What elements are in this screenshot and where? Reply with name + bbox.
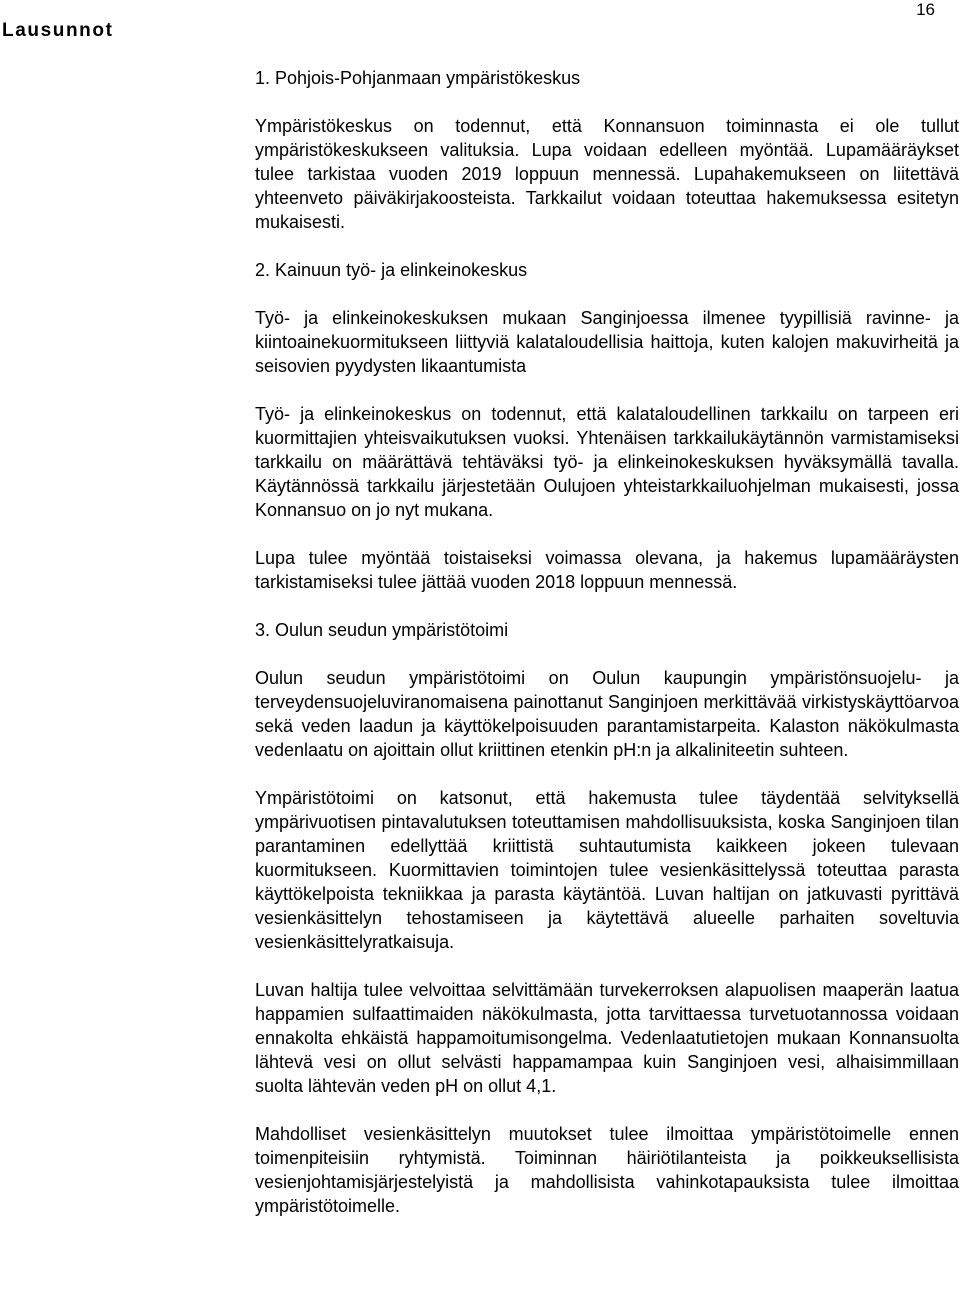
section-heading-3: 3. Oulun seudun ympäristötoimi	[255, 620, 509, 640]
section-label: Lausunnot	[2, 20, 114, 41]
paragraph-3-2: Ympäristötoimi on katsonut, että hakemusta tulee täydentää selvityksellä ympärivuotisen pintavalutuksen toteuttamisen mahdollisuuksista, koska Sanginjoen tilan parantaminen edellyttää kriittistä suhtautumista kaikkeen jokeen tulevaan kuormitukseen. Kuormittavien toimintojen tulee vesienkäsittelyssä toteuttaa parasta käyttökelpoista tekniikkaa ja parasta käytäntöä. Luvan haltijan on jatkuvasti pyrittävä vesienkäsittelyn tehostamiseen ja käytettävä alueelle parhaiten soveltuvia vesienkäsittelyratkaisuja.	[255, 788, 959, 952]
paragraph-1-1: Ympäristökeskus on todennut, että Konnansuon toiminnasta ei ole tullut ympäristökeskukseen valituksia. Lupa voidaan edelleen myöntää. Lupamääräykset tulee tarkistaa vuoden 2019 loppuun mennessä. Lupahakemukseen on liitettävä yhteenveto päiväkirjakoosteista. Tarkkailut voidaan toteuttaa hakemuksessa esitetyn mukaisesti.	[255, 116, 959, 232]
paragraph-2-2: Työ- ja elinkeinokeskus on todennut, että kalataloudellinen tarkkailu on tarpeen eri kuormittajien yhteisvaikutuksen vuoksi. Yhtenäisen tarkkailukäytännön varmistamiseksi tarkkailu on määrättävä tehtäväksi työ- ja elinkeinokeskuksen hyväksymällä tavalla. Käytännössä tarkkailu järjestetään Oulujoen yhteistarkkailuohjelman mukaisesti, jossa Konnansuo on jo nyt mukana.	[255, 404, 959, 520]
section-heading-1: 1. Pohjois-Pohjanmaan ympäristökeskus	[255, 68, 581, 88]
section-heading-2: 2. Kainuun työ- ja elinkeinokeskus	[255, 260, 528, 280]
paragraph-3-4: Mahdolliset vesienkäsittelyn muutokset tulee ilmoittaa ympäristötoimelle ennen toimenpiteisiin ryhtymistä. Toiminnan häiriötilanteista ja poikkeuksellisista vesienjohtamisjärjestelyistä ja mahdollisista vahinkotapauksista tulee ilmoittaa ympäristötoimelle.	[255, 1124, 959, 1216]
paragraph-2-1: Työ- ja elinkeinokeskuksen mukaan Sanginjoessa ilmenee tyypillisiä ravinne- ja kiintoainekuormitukseen liittyviä kalataloudellisia haittoja, kuten kalojen makuvirheitä ja seisovien pyydysten likaantumista	[255, 308, 959, 376]
page-number: 16	[916, 0, 935, 19]
paragraph-2-3: Lupa tulee myöntää toistaiseksi voimassa olevana, ja hakemus lupamääräysten tarkistamiseksi tulee jättää vuoden 2018 loppuun mennessä.	[255, 548, 959, 592]
document-body	[255, 66, 959, 1242]
paragraph-3-1: Oulun seudun ympäristötoimi on Oulun kaupungin ympäristönsuojelu- ja terveydensuojeluviranomaisena painottanut Sanginjoen merkittävää virkistyskäyttöarvoa sekä veden laadun ja käyttökelpoisuuden parantamistarpeita. Kalaston näkökulmasta vedenlaatu on ajoittain ollut kriittinen etenkin pH:n ja alkaliniteetin suhteen.	[255, 668, 959, 760]
paragraph-3-3: Luvan haltija tulee velvoittaa selvittämään turvekerroksen alapuolisen maaperän laatua happamien sulfaattimaiden näkökulmasta, jotta tarvittaessa turvetuotannossa voidaan ennakolta ehkäistä happamoitumisongelma. Vedenlaatutietojen mukaan Konnansuolta lähtevä vesi on ollut selvästi happamampaa kuin Sanginjoen vesi, alhaisimmillaan suolta lähtevän veden pH on ollut 4,1.	[255, 980, 959, 1096]
